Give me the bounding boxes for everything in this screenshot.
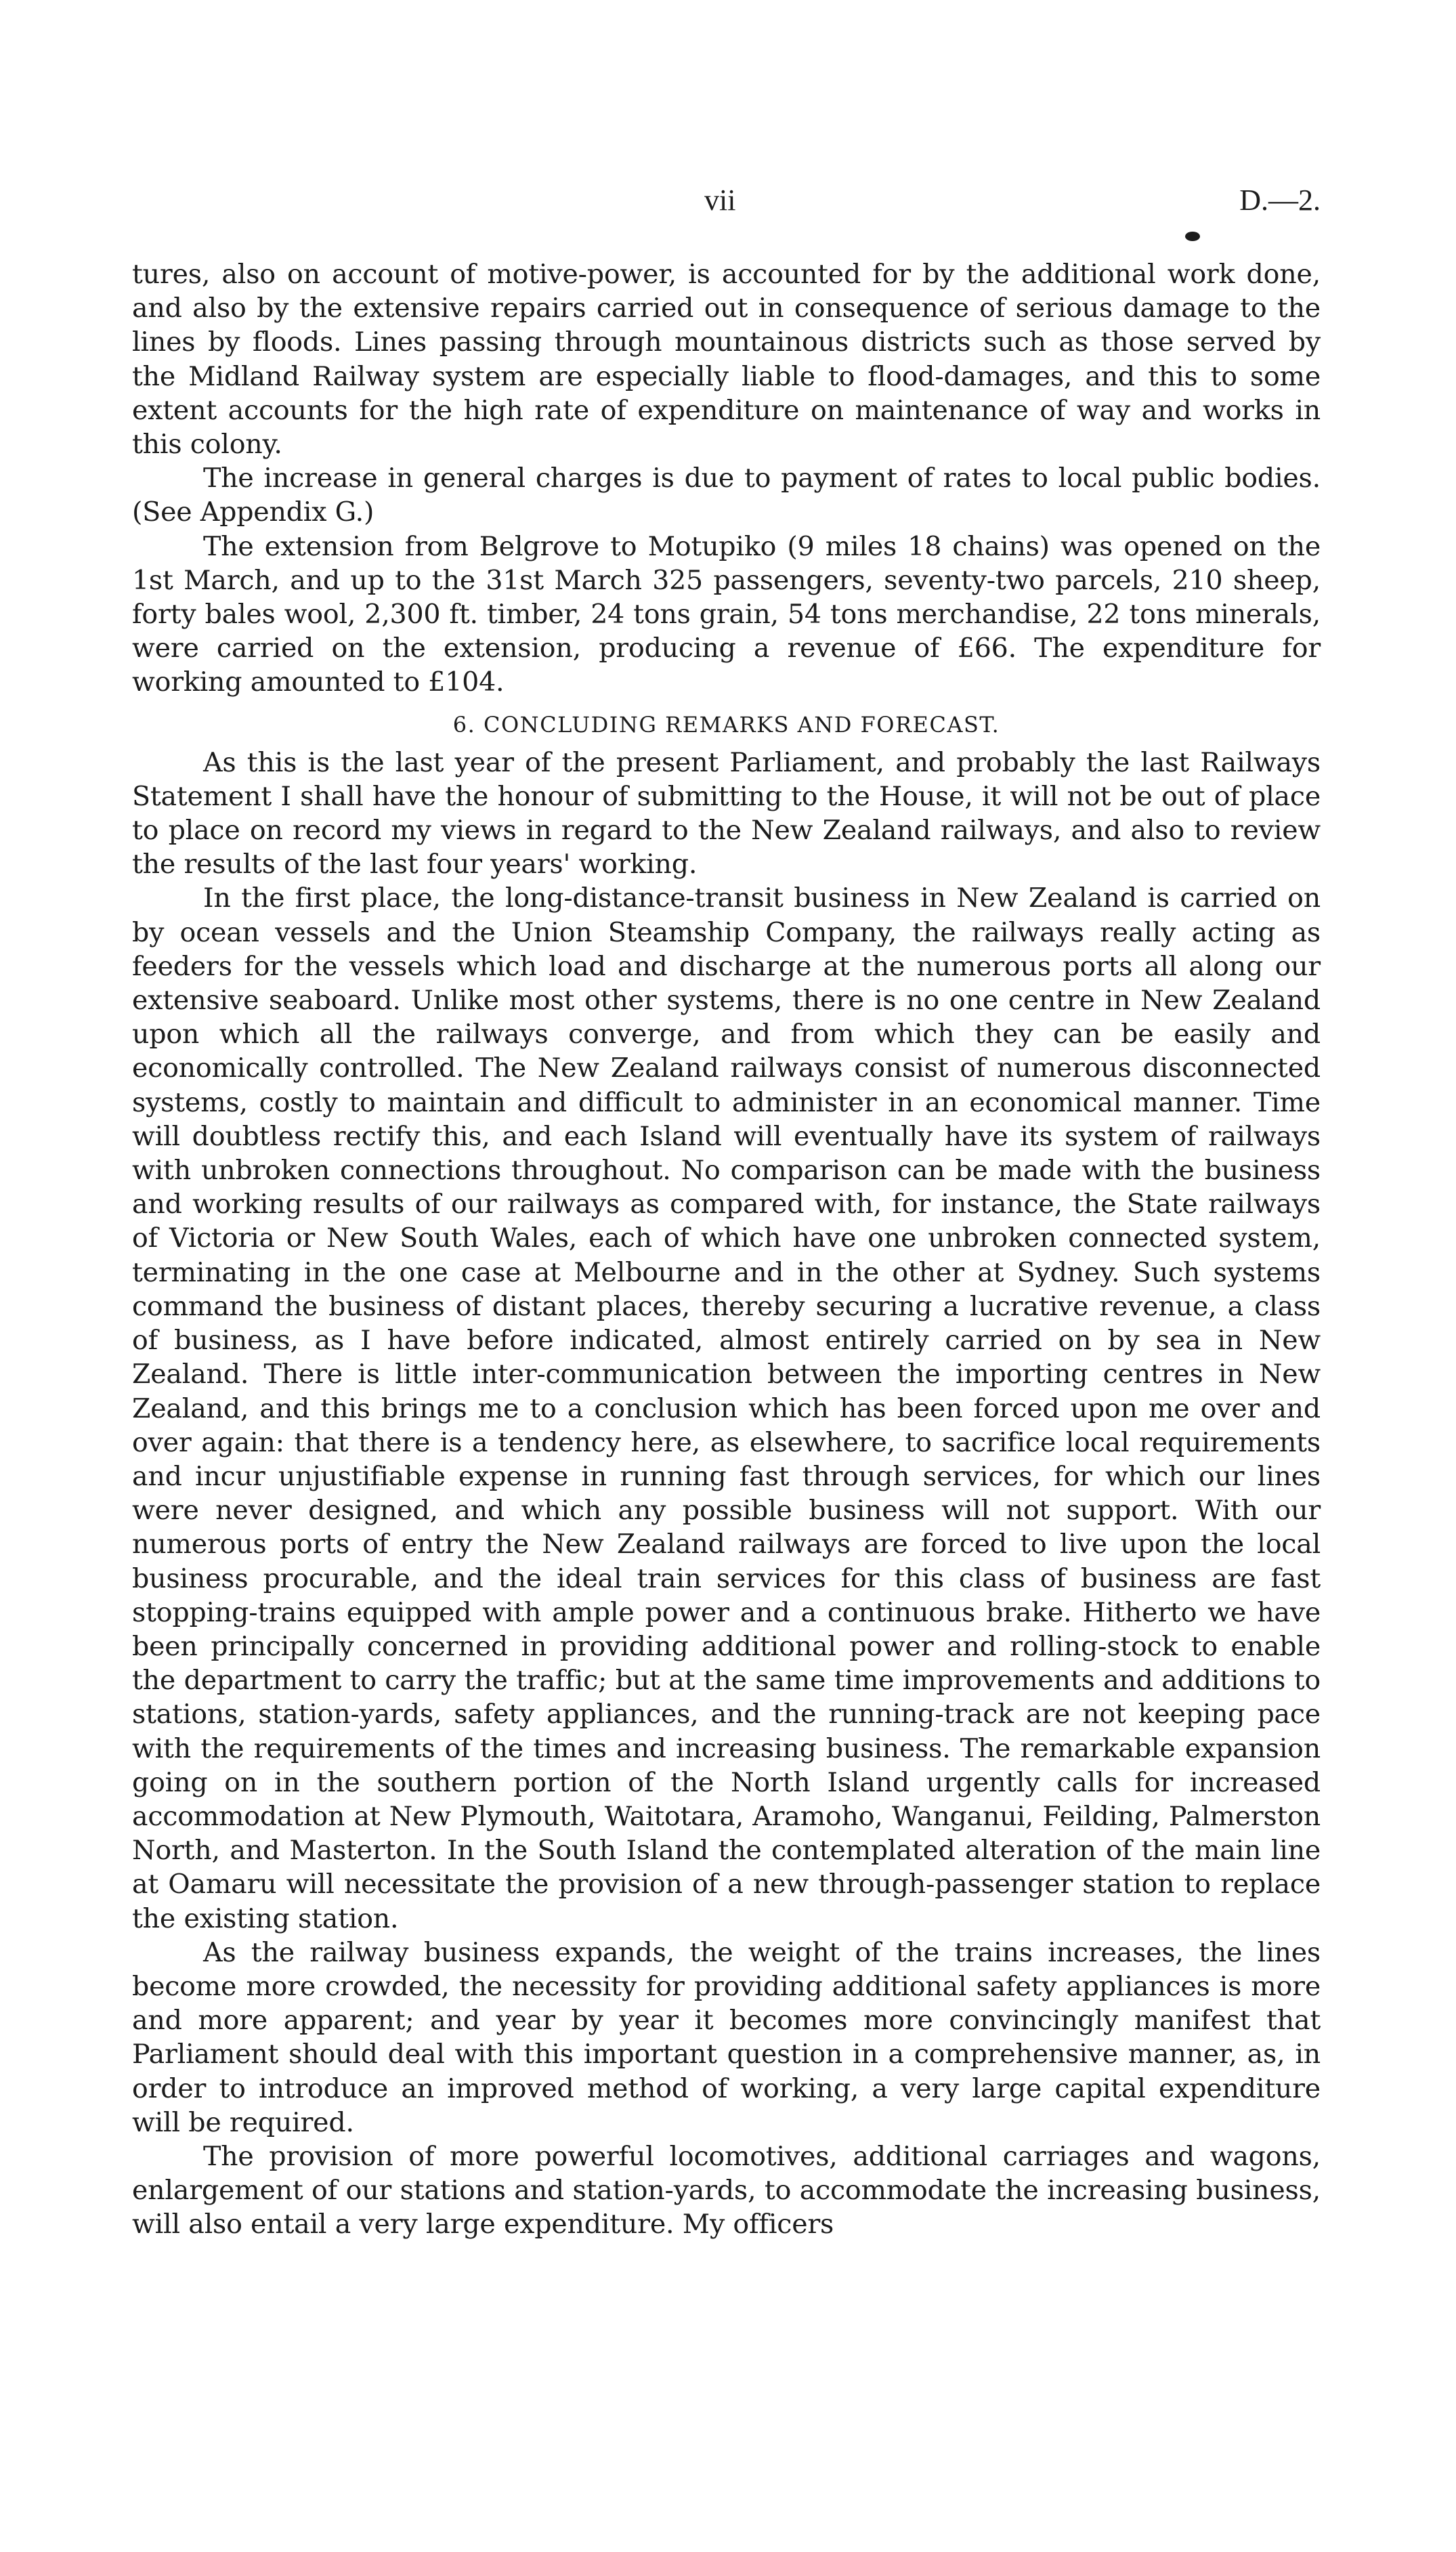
paragraph-extension: The extension from Belgrove to Motupiko (9 miles 18 chains) was opened on the 1st March, and up to the 31st March 325 passengers, seventy-two parcels, 210 sheep, forty bales wool, 2,300 ft. timber, 24 tons grain, 54 tons merchandise, 22 tons minerals, were carried on the extension, producing a revenue of £66. The expenditure for working amounted to £104. bbox=[132, 530, 1321, 698]
paragraph-provision: The provision of more powerful locomotives, additional carriages and wagons, enlargement of our stations and station-yards, to accommodate the increasing business, will also entail a very large expenditure. My officers bbox=[132, 2140, 1321, 2240]
paragraph-continuation: tures, also on account of motive-power, is accounted for by the additional work done, and also by the extensive repairs carried out in consequence of serious damage to the lines by floods. Lines passing through mountainous districts such as those served by the Midland Railway system are especially liable to flood-damages, and this to some extent accounts for the high rate of expenditure on maintenance of way and works in this colony. bbox=[132, 259, 1321, 461]
ink-mark bbox=[1185, 232, 1200, 241]
document-reference: D.—2. bbox=[1239, 184, 1321, 217]
section-heading: 6. CONCLUDING REMARKS AND FORECAST. bbox=[452, 711, 1000, 738]
paragraph-long-distance: In the first place, the long-distance-transit business in New Zealand is carried on by ocean vessels and the Union Steamship Company, the railways really acting as feeders for the vessels which load and discharge at the numerous ports all along our extensive seaboard. Unlike most other systems, there is no one centre in New Zealand upon which all the railways converge, and from which they can be easily and economically controlled. The New Zealand railways consist of numerous disconnected systems, costly to maintain and difficult to administer in an economical manner. Time will doubtless rectify this, and each Island will eventually have its system of railways with unbroken connections throughout. No comparison can be made with the business and working results of our railways as compared with, for instance, the State railways of Victoria or New South Wales, each of which have one unbroken connected system, terminating in the one case at Melbourne and in the other at Sydney. Such systems command the business of distant places, thereby securing a lucrative revenue, a class of business, as I have before indicated, almost entirely carried on by sea in New Zealand. There is little inter-communication between the importing centres in New Zealand, and this brings me to a conclusion which has been forced upon me over and over again: that there is a tendency here, as elsewhere, to sacrifice local requirements and incur unjustifiable expense in running fast through services, for which our lines were never designed, and which any possible business will not support. With our numerous ports of entry the New Zealand railways are forced to live upon the local business procurable, and the ideal train services for this class of business are fast stopping-trains equipped with ample power and a continuous brake. Hitherto we have been principally concerned in providing additional power and rolling-stock to enable the department to carry the traffic; but at the same time improvements and additions to stations, station-yards, safety appliances, and the running-track are not keeping pace with the requirements of the times and increasing business. The remarkable expansion going on in the southern portion of the North Island urgently calls for increased accommodation at New Plymouth, Waitotara, Aramoho, Wanganui, Feilding, Palmerston North, and Masterton. In the South Island the contemplated alteration of the main line at Oamaru will necessitate the provision of a new through-passenger station to replace the existing station. bbox=[132, 882, 1321, 1934]
paragraph-business-expands: As the railway business expands, the weight of the trains increases, the lines become more crowded, the necessity for providing additional safety appliances is more and more apparent; and year by year it becomes more convincingly manifest that Parliament should deal with this important question in a comprehensive manner, as, in order to introduce an improved method of working, a very large capital expenditure will be required. bbox=[132, 1936, 1321, 2138]
page-number: vii bbox=[704, 184, 736, 217]
page-body bbox=[132, 257, 1321, 2242]
paragraph-general-charges: The increase in general charges is due to payment of rates to local public bodies. (See Appendix G.) bbox=[132, 463, 1321, 528]
paragraph-last-year: As this is the last year of the present Parliament, and probably the last Railways Statement I shall have the honour of submitting to the House, it will not be out of place to place on record my views in regard to the New Zealand railways, and also to review the results of the last four years' working. bbox=[132, 746, 1321, 880]
page-header bbox=[132, 183, 1321, 224]
